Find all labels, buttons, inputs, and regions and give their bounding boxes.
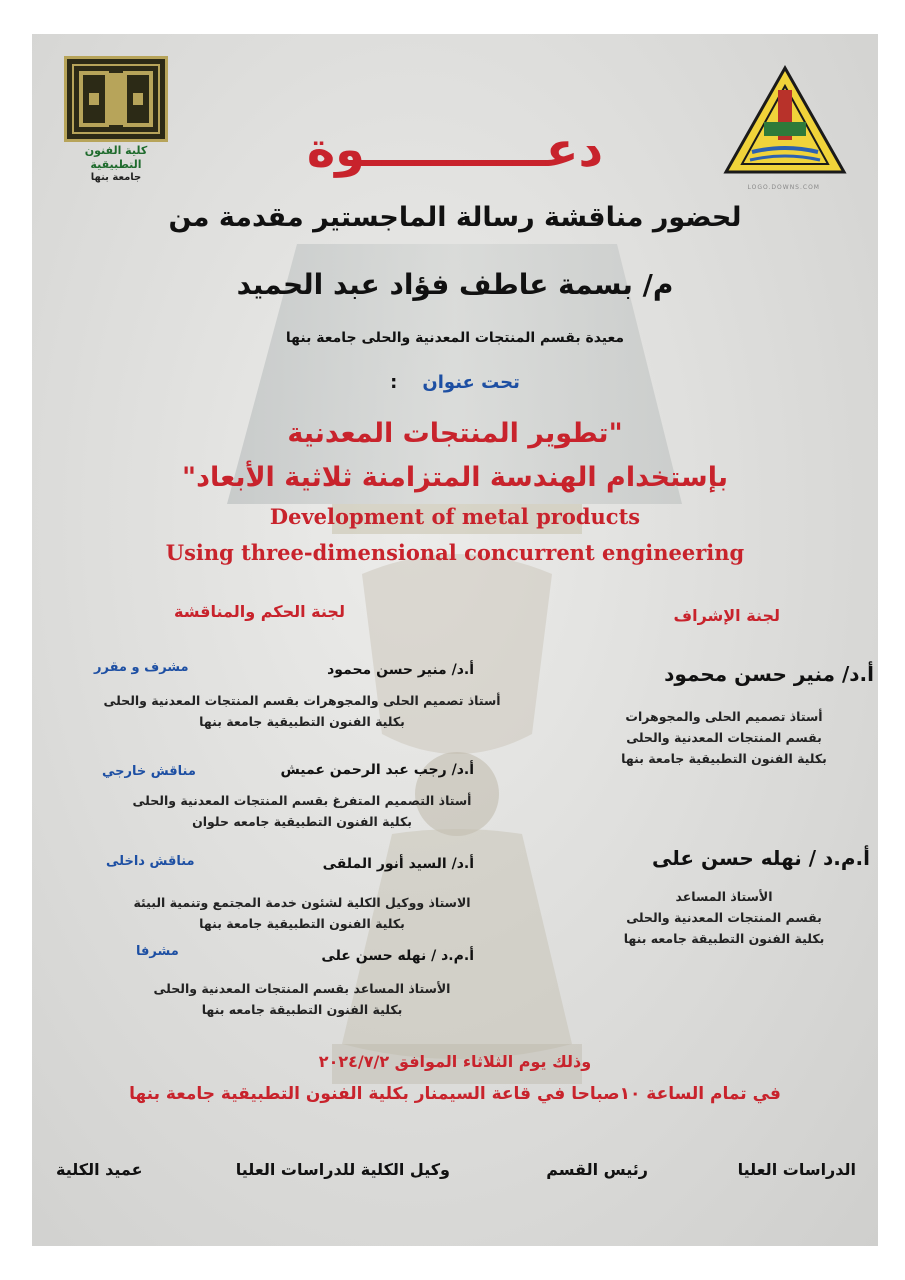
committee-desc-line: بكلية الفنون التطبيقية جامعه حلوان bbox=[192, 814, 412, 829]
candidate-position: معيدة بقسم المنتجات المعدنية والحلى جامعة بنها bbox=[285, 330, 625, 346]
co-supervisor-desc-line: بقسم المنتجات المعدنية والحلى bbox=[626, 910, 822, 925]
under-title-label: تحت عنوان bbox=[422, 372, 520, 393]
invitation-subtitle: لحضور مناقشة رسالة الماجستير مقدمة من bbox=[168, 202, 742, 233]
committee-member-name: أ.د/ منير حسن محمود bbox=[327, 662, 474, 678]
committee-member-role: مشرف و مقرر bbox=[94, 660, 189, 675]
committee-member-name: أ.م.د / نهله حسن على bbox=[321, 948, 474, 964]
signature-dean: عميد الكلية bbox=[56, 1160, 143, 1179]
under-title-row bbox=[32, 372, 878, 393]
committee-desc-line: أستاذ تصميم الحلى والمجوهرات بقسم المنتجات المعدنية والحلى bbox=[103, 693, 501, 708]
supervision-heading: لجنة الإشراف bbox=[673, 606, 780, 625]
university-name: جامعة بنها bbox=[90, 172, 142, 183]
committee-desc-line: الاستاذ ووكيل الكلية لشئون خدمة المجتمع وتنمية البيئة bbox=[133, 895, 471, 910]
committee-member-description bbox=[90, 892, 514, 934]
thesis-title-ar-line2: بإستخدام الهندسة المتزامنة ثلاثية الأبعاد" bbox=[182, 462, 728, 493]
supervisor-description bbox=[604, 706, 844, 769]
candidate-name: م/ بسمة عاطف فؤاد عبد الحميد bbox=[236, 268, 674, 301]
committee-member-role: مشرفا bbox=[136, 944, 179, 959]
committee-member-role: مناقش خارجي bbox=[102, 764, 196, 779]
co-supervisor-desc-line: الأستاذ المساعد bbox=[675, 889, 773, 904]
defense-date: وذلك يوم الثلاثاء الموافق ٢٠٢٤/٧/٢ bbox=[318, 1052, 592, 1071]
committee-desc-line: الأستاذ المساعد بقسم المنتجات المعدنية والحلى bbox=[153, 981, 451, 996]
committee-member-description bbox=[90, 790, 514, 832]
invitation-title: دعـــــــــــوة bbox=[306, 122, 604, 178]
committee-member-name: أ.د/ السيد أنور الملقى bbox=[322, 856, 474, 872]
thesis-title-ar-line1: "تطوير المنتجات المعدنية bbox=[287, 418, 623, 449]
committee-member-name: أ.د/ رجب عبد الرحمن عميش bbox=[280, 762, 474, 778]
supervisor-name: أ.د/ منير حسن محمود bbox=[664, 662, 874, 686]
committee-desc-line: أستاذ التصميم المتفرغ بقسم المنتجات المعدنية والحلى bbox=[132, 793, 472, 808]
committee-member-role: مناقش داخلى bbox=[106, 854, 195, 869]
co-supervisor-name: أ.م.د / نهله حسن على bbox=[652, 846, 870, 870]
co-supervisor-description bbox=[604, 886, 844, 949]
under-title-colon: : bbox=[390, 372, 398, 393]
supervisor-desc-line: بكلية الفنون التطبيقية جامعة بنها bbox=[621, 751, 827, 766]
committee-desc-line: بكلية الفنون التطبيقية جامعة بنها bbox=[199, 714, 405, 729]
faculty-name: كلية الفنون التطبيقية bbox=[84, 144, 148, 171]
committee-member-description bbox=[90, 690, 514, 732]
signature-vice-dean: وكيل الكلية للدراسات العليا bbox=[235, 1160, 450, 1179]
committee-member-description bbox=[90, 978, 514, 1020]
committee-desc-line: بكلية الفنون التطبيقة جامعه بنها bbox=[201, 1002, 403, 1017]
supervisor-desc-line: أستاذ تصميم الحلى والمجوهرات bbox=[625, 709, 823, 724]
supervisor-desc-line: بقسم المنتجات المعدنية والحلى bbox=[626, 730, 822, 745]
signature-graduate-studies: الدراسات العليا bbox=[737, 1160, 856, 1179]
defense-time-location: في تمام الساعة ١٠صباحا في قاعة السيمنار بكلية الفنون التطبيقية جامعة بنها bbox=[129, 1084, 781, 1104]
co-supervisor-desc-line: بكلية الفنون التطبيقة جامعه بنها bbox=[623, 931, 825, 946]
signature-department-head: رئيس القسم bbox=[546, 1160, 648, 1179]
invitation-sheet bbox=[32, 34, 878, 1246]
logo-site-tag: LOGO.DOWNS.COM bbox=[747, 184, 820, 191]
thesis-title-en-line2: Using three-dimensional concurrent engineering bbox=[165, 540, 745, 565]
committee-desc-line: بكلية الفنون التطبيقية جامعة بنها bbox=[199, 916, 405, 931]
thesis-title-en-line1: Development of metal products bbox=[269, 504, 641, 529]
committee-heading: لجنة الحكم والمناقشة bbox=[174, 602, 345, 621]
